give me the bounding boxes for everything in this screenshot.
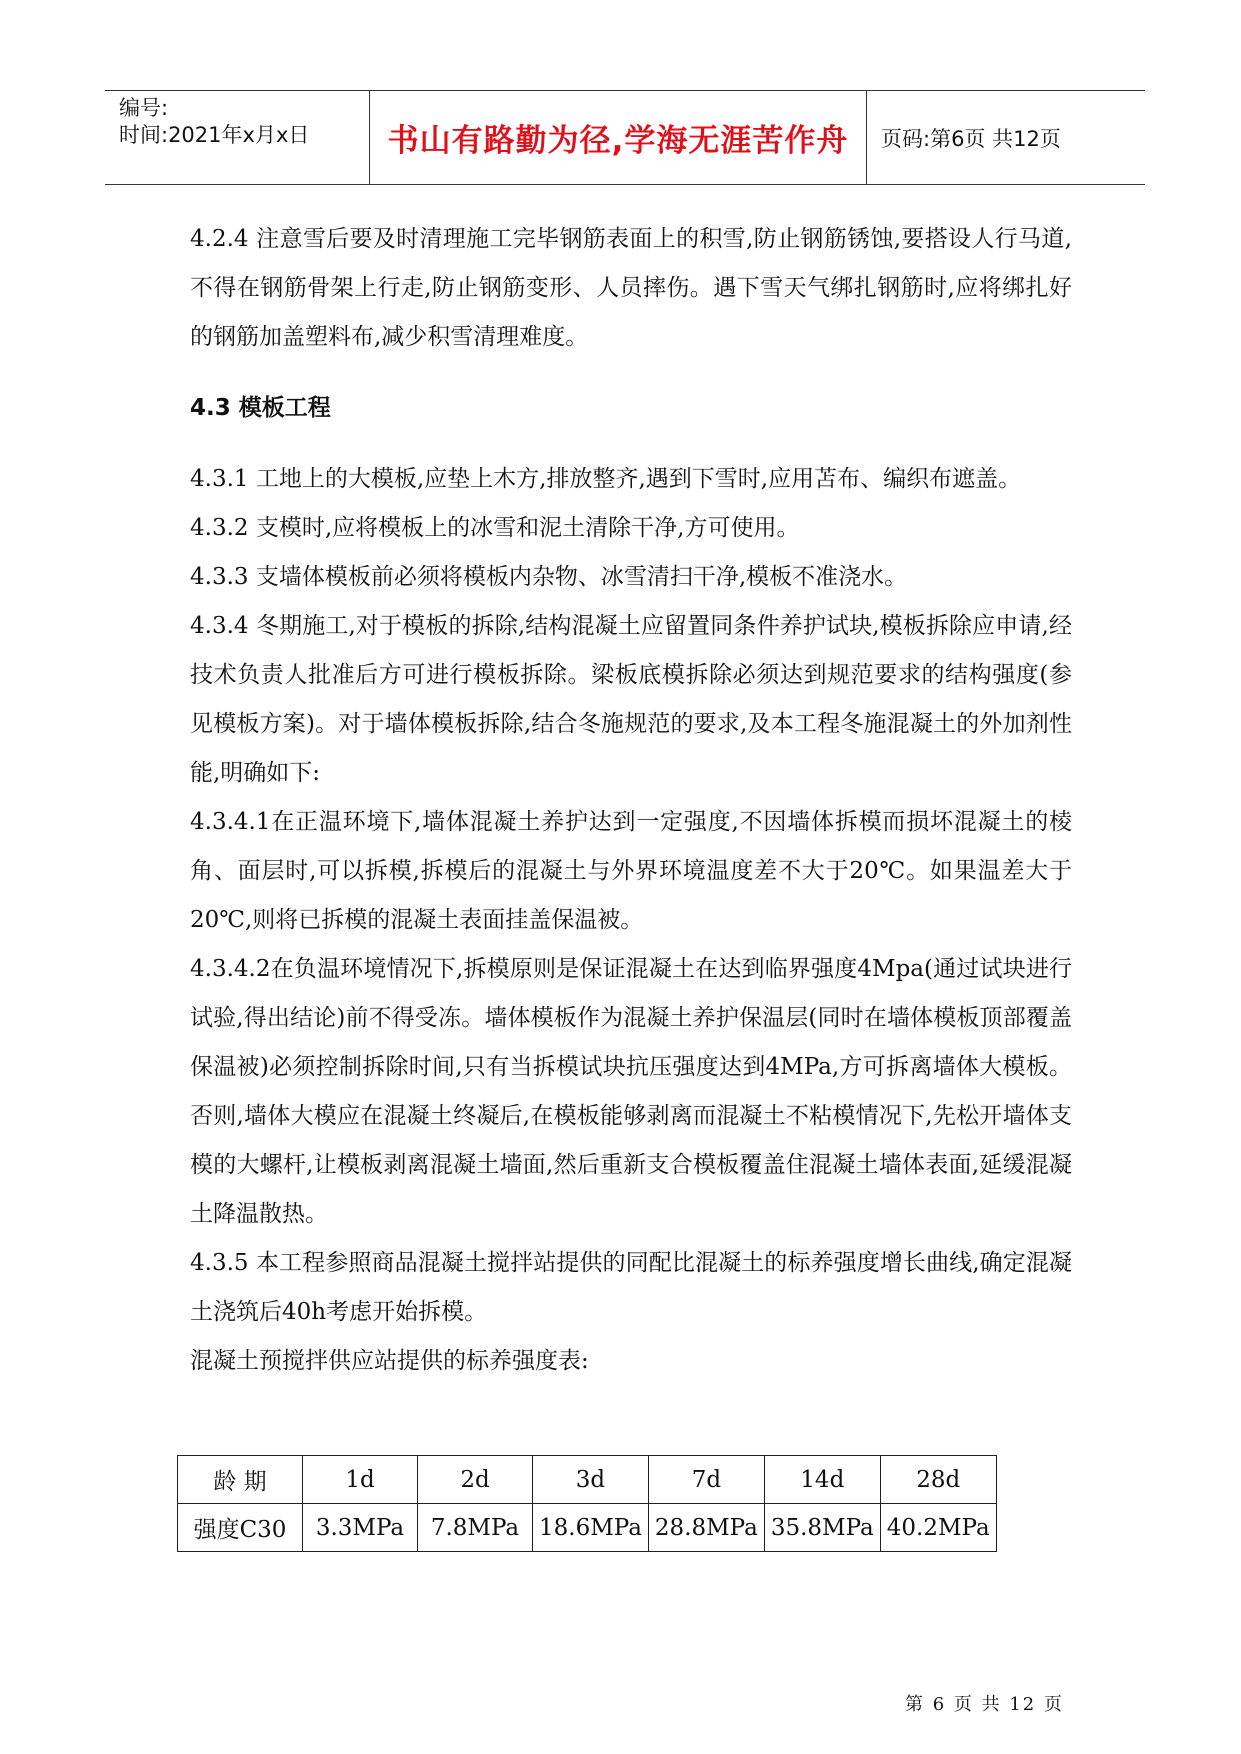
table-cell: 40.2MPa (880, 1504, 996, 1552)
paragraph-4-3-4-1: 4.3.4.1在正温环境下,墙体混凝土养护达到一定强度,不因墙体拆模而损坏混凝土的棱角、面层时,可以拆模,拆模后的混凝土与外界环境温度差不大于20℃。如果温差大于20℃,则将已拆模的混凝土表面挂盖保温被。 (190, 809, 1072, 933)
time-label: 时间:2021年x月x日 (119, 123, 310, 147)
table-cell: 强度C30 (178, 1504, 303, 1552)
table-cell: 3.3MPa (303, 1504, 418, 1552)
table-cell: 2d (418, 1456, 533, 1504)
table-cell: 7.8MPa (418, 1504, 533, 1552)
table-cell: 14d (764, 1456, 880, 1504)
paragraph-4-3-2: 4.3.2 支模时,应将模板上的冰雪和泥土清除干净,方可使用。 (190, 515, 800, 541)
table-row-strength (178, 1504, 997, 1552)
table-cell: 28d (880, 1456, 996, 1504)
table-caption: 混凝土预搅拌供应站提供的标养强度表: (190, 1348, 589, 1374)
header-meta (105, 91, 370, 184)
paragraph-4-3-4: 4.3.4 冬期施工,对于模板的拆除,结构混凝土应留置同条件养护试块,模板拆除应申请,经技术负责人批准后方可进行模板拆除。梁板底模拆除必须达到规范要求的结构强度(参见模板方案)。对于墙体模板拆除,结合冬施规范的要求,及本工程冬施混凝土的外加剂性能,明确如下: (190, 613, 1072, 786)
paragraph-4-3-1: 4.3.1 工地上的大模板,应垫上木方,排放整齐,遇到下雪时,应用苫布、编织布遮盖。 (190, 466, 1022, 492)
page-footer: 第 6 页 共 12 页 (905, 1694, 1064, 1715)
paragraph-4-3-5: 4.3.5 本工程参照商品混凝土搅拌站提供的同配比混凝土的标养强度增长曲线,确定混凝土浇筑后40h考虑开始拆模。 (190, 1250, 1072, 1325)
table-cell: 3d (533, 1456, 649, 1504)
header-page-info: 页码:第6页 共12页 (881, 126, 1061, 151)
page-header (105, 90, 1145, 185)
document-body (190, 215, 1072, 1386)
table-row-age (178, 1456, 997, 1504)
table-cell: 35.8MPa (764, 1504, 880, 1552)
paragraph-4-3-3: 4.3.3 支墙体模板前必须将模板内杂物、冰雪清扫干净,模板不准浇水。 (190, 564, 908, 590)
table-cell: 28.8MPa (648, 1504, 764, 1552)
table-cell: 1d (303, 1456, 418, 1504)
table-cell: 龄 期 (178, 1456, 303, 1504)
table-cell: 7d (648, 1456, 764, 1504)
serial-label: 编号: (119, 96, 169, 120)
section-title-4-3: 4.3 模板工程 (190, 395, 331, 421)
paragraph-4-2-4: 4.2.4 注意雪后要及时清理施工完毕钢筋表面上的积雪,防止钢筋锈蚀,要搭设人行马道,不得在钢筋骨架上行走,防止钢筋变形、人员摔伤。遇下雪天气绑扎钢筋时,应将绑扎好的钢筋加盖塑料布,减少积雪清理难度。 (190, 226, 1072, 350)
paragraph-4-3-4-2: 4.3.4.2在负温环境情况下,拆模原则是保证混凝土在达到临界强度4Mpa(通过试块进行试验,得出结论)前不得受冻。墙体模板作为混凝土养护保温层(同时在墙体模板顶部覆盖保温被)必须控制拆除时间,只有当拆模试块抗压强度达到4MPa,方可拆离墙体大模板。否则,墙体大模应在混凝土终凝后,在模板能够剥离而混凝土不粘模情况下,先松开墙体支模的大螺杆,让模板剥离混凝土墙面,然后重新支合模板覆盖住混凝土墙体表面,延缓混凝土降温散热。 (190, 956, 1072, 1227)
header-motto: 书山有路勤为径,学海无涯苦作舟 (370, 91, 867, 184)
table-cell: 18.6MPa (533, 1504, 649, 1552)
strength-table (177, 1455, 997, 1552)
